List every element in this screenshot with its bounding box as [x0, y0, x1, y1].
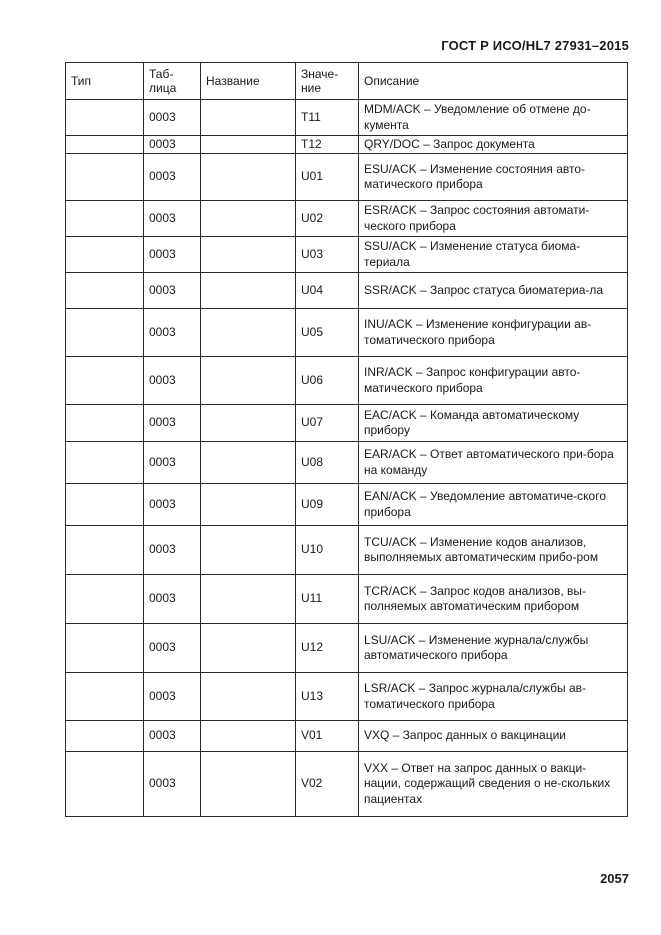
- cell-type: [66, 624, 144, 673]
- table-header-row: [66, 63, 628, 100]
- cell-type: [66, 673, 144, 721]
- cell-value: T11: [296, 100, 359, 136]
- cell-type: [66, 273, 144, 309]
- table-row: [66, 100, 628, 136]
- cell-description: LSR/ACK – Запрос журнала/службы ав-томатического прибора: [359, 673, 628, 721]
- cell-value: U02: [296, 201, 359, 237]
- cell-name: [201, 721, 296, 752]
- cell-description: INU/ACK – Изменение конфигурации ав-томатического прибора: [359, 309, 628, 357]
- cell-name: [201, 673, 296, 721]
- cell-description: ESU/ACK – Изменение состояния авто-матического прибора: [359, 154, 628, 201]
- cell-description: QRY/DOC – Запрос документа: [359, 136, 628, 154]
- cell-table: 0003: [144, 237, 201, 273]
- cell-type: [66, 154, 144, 201]
- cell-type: [66, 752, 144, 817]
- cell-description: INR/ACK – Запрос конфигурации авто-матического прибора: [359, 357, 628, 405]
- cell-description: LSU/ACK – Изменение журнала/службы автоматического прибора: [359, 624, 628, 673]
- cell-value: U12: [296, 624, 359, 673]
- table-row: [66, 357, 628, 405]
- column-header-description: Описание: [359, 63, 628, 100]
- cell-value: U07: [296, 405, 359, 442]
- table-row: [66, 273, 628, 309]
- cell-type: [66, 237, 144, 273]
- cell-name: [201, 100, 296, 136]
- cell-name: [201, 575, 296, 624]
- table-row: [66, 201, 628, 237]
- cell-type: [66, 405, 144, 442]
- cell-type: [66, 442, 144, 484]
- column-header-type: Тип: [66, 63, 144, 100]
- cell-table: 0003: [144, 309, 201, 357]
- page-number: 2057: [600, 871, 629, 886]
- cell-name: [201, 526, 296, 575]
- table-row: [66, 752, 628, 817]
- table-row: [66, 624, 628, 673]
- cell-type: [66, 136, 144, 154]
- cell-table: 0003: [144, 752, 201, 817]
- cell-description: VXQ – Запрос данных о вакцинации: [359, 721, 628, 752]
- table-row: [66, 575, 628, 624]
- cell-name: [201, 357, 296, 405]
- cell-type: [66, 100, 144, 136]
- column-header-table: Таб- лица: [144, 63, 201, 100]
- column-header-value: Значе- ние: [296, 63, 359, 100]
- cell-value: U04: [296, 273, 359, 309]
- cell-value: U11: [296, 575, 359, 624]
- cell-name: [201, 442, 296, 484]
- cell-description: EAR/ACK – Ответ автоматического при-бора на команду: [359, 442, 628, 484]
- document-header: ГОСТ Р ИСО/HL7 27931–2015: [441, 38, 629, 53]
- cell-table: 0003: [144, 201, 201, 237]
- cell-description: EAN/ACK – Уведомление автоматиче-ского прибора: [359, 484, 628, 526]
- cell-table: 0003: [144, 673, 201, 721]
- cell-table: 0003: [144, 405, 201, 442]
- cell-description: ESR/ACK – Запрос состояния автомати-ческого прибора: [359, 201, 628, 237]
- table-row: [66, 405, 628, 442]
- cell-description: SSR/ACK – Запрос статуса биоматериа-ла: [359, 273, 628, 309]
- cell-type: [66, 201, 144, 237]
- cell-value: U06: [296, 357, 359, 405]
- cell-type: [66, 526, 144, 575]
- cell-name: [201, 752, 296, 817]
- table-row: [66, 237, 628, 273]
- cell-name: [201, 273, 296, 309]
- cell-value: U08: [296, 442, 359, 484]
- cell-name: [201, 237, 296, 273]
- cell-value: V01: [296, 721, 359, 752]
- cell-table: 0003: [144, 100, 201, 136]
- cell-name: [201, 405, 296, 442]
- cell-table: 0003: [144, 526, 201, 575]
- table-row: [66, 154, 628, 201]
- table-row: [66, 136, 628, 154]
- table-row: [66, 442, 628, 484]
- cell-value: V02: [296, 752, 359, 817]
- cell-name: [201, 154, 296, 201]
- cell-table: 0003: [144, 136, 201, 154]
- cell-type: [66, 721, 144, 752]
- cell-description: TCR/ACK – Запрос кодов анализов, вы-полняемых автоматическим прибором: [359, 575, 628, 624]
- cell-table: 0003: [144, 721, 201, 752]
- table-row: [66, 309, 628, 357]
- cell-value: U10: [296, 526, 359, 575]
- cell-description: VXX – Ответ на запрос данных о вакци-нации, содержащий сведения о не-скольких пациентах: [359, 752, 628, 817]
- cell-name: [201, 309, 296, 357]
- cell-table: 0003: [144, 575, 201, 624]
- cell-table: 0003: [144, 357, 201, 405]
- cell-description: SSU/ACK – Изменение статуса биома-териала: [359, 237, 628, 273]
- table-row: [66, 673, 628, 721]
- cell-type: [66, 575, 144, 624]
- table-row: [66, 721, 628, 752]
- cell-table: 0003: [144, 154, 201, 201]
- cell-type: [66, 484, 144, 526]
- cell-value: U05: [296, 309, 359, 357]
- cell-value: U01: [296, 154, 359, 201]
- table-row: [66, 526, 628, 575]
- cell-type: [66, 357, 144, 405]
- cell-table: 0003: [144, 273, 201, 309]
- cell-table: 0003: [144, 624, 201, 673]
- cell-name: [201, 624, 296, 673]
- cell-type: [66, 309, 144, 357]
- table-row: [66, 484, 628, 526]
- cell-value: U09: [296, 484, 359, 526]
- cell-table: 0003: [144, 442, 201, 484]
- cell-value: U03: [296, 237, 359, 273]
- cell-name: [201, 484, 296, 526]
- cell-table: 0003: [144, 484, 201, 526]
- cell-description: TCU/ACK – Изменение кодов анализов, выполняемых автоматическим прибо-ром: [359, 526, 628, 575]
- cell-description: EAC/ACK – Команда автоматическому прибору: [359, 405, 628, 442]
- cell-name: [201, 201, 296, 237]
- codes-table: [65, 62, 628, 817]
- cell-name: [201, 136, 296, 154]
- cell-description: MDM/ACK – Уведомление об отмене до-кумента: [359, 100, 628, 136]
- cell-value: T12: [296, 136, 359, 154]
- column-header-name: Название: [201, 63, 296, 100]
- cell-value: U13: [296, 673, 359, 721]
